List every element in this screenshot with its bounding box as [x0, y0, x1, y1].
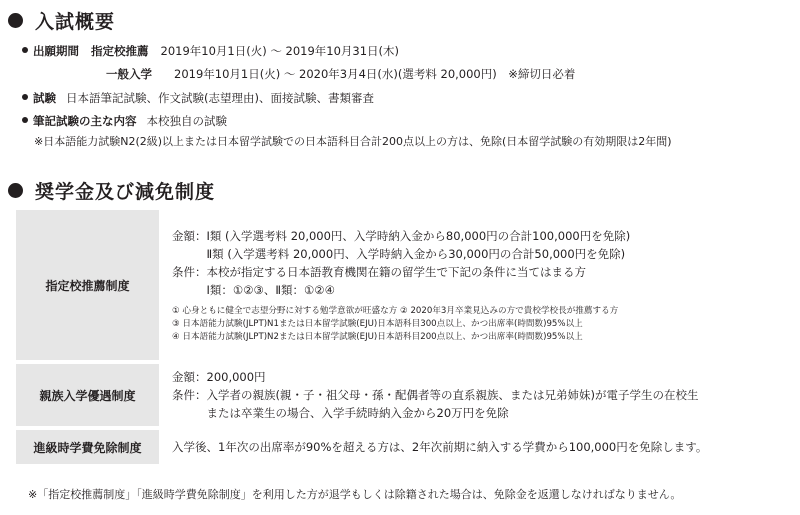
condition-note: ① 心身ともに健全で志望分野に対する勉学意欲が旺盛な方 ② 2020年3月卒業見込みの方で貴校学校長が推薦する方	[172, 305, 619, 316]
period-rec-value: 2019年10月1日(火) 〜 2019年10月31日(木)	[160, 44, 400, 58]
row-label: 指定校推薦制度	[16, 210, 159, 360]
application-period-gen	[106, 66, 575, 82]
row-content	[159, 210, 787, 360]
bullet-circle-icon	[8, 183, 23, 198]
section-heading-exam-overview	[8, 7, 115, 34]
written-exam-line	[22, 113, 227, 129]
exam-line	[22, 90, 374, 106]
period-gen-value: 2019年10月1日(火) 〜 2020年3月4日(水)(選考料 20,000円) ※締切日必着	[174, 67, 576, 81]
written-label: 筆記試験の主な内容	[33, 114, 137, 128]
table-row	[16, 210, 787, 360]
period-rec-label: 指定校推薦	[91, 44, 149, 58]
content-line: 条件：本校が指定する日本語教育機関在籍の留学生で下記の条件に当てはまる方	[172, 264, 586, 279]
exam-label: 試験	[33, 91, 56, 105]
content-line: Ⅰ類：①②③、Ⅱ類：①②④	[172, 282, 335, 297]
period-label: 出願期間	[33, 44, 79, 58]
application-period-rec	[22, 43, 399, 59]
written-value: 本校独自の試験	[146, 114, 227, 128]
row-label: 進級時学費免除制度	[16, 430, 159, 464]
scholarship-table	[16, 206, 787, 468]
condition-note: ④ 日本語能力試験(JLPT)N2または日本留学試験(EJU)日本語科目200点以上、かつ出席率(時間数)95%以上	[172, 331, 583, 342]
section-heading-scholarship	[8, 177, 215, 204]
bullet-circle-icon	[8, 13, 23, 28]
section-title: 奨学金及び減免制度	[35, 181, 216, 203]
row-label: 親族入学優遇制度	[16, 364, 159, 426]
table-row	[16, 430, 787, 464]
content-line: または卒業生の場合、入学手続時納入金から20万円を免除	[172, 406, 509, 420]
bullet-dot-icon	[22, 47, 28, 53]
row-content	[159, 364, 787, 426]
exemption-note: ※日本語能力試験N2(2級)以上または日本留学試験での日本語科目合計200点以上の方は、免除(日本留学試験の有効期限は2年間)	[34, 135, 672, 148]
period-gen-label: 一般入学	[106, 67, 152, 81]
row-content	[159, 430, 787, 464]
section-title: 入試概要	[35, 11, 116, 33]
condition-note: ③ 日本語能力試験(JLPT)N1または日本留学試験(EJU)日本語科目300点以上、かつ出席率(時間数)95%以上	[172, 318, 583, 329]
content-line: 入学後、1年次の出席率が90%を超える方は、2年次前期に納入する学費から100,000円を免除します。	[172, 440, 708, 454]
content-line: 条件：入学者の親族(親・子・祖父母・孫・配偶者等の直系親族、または兄弟姉妹)が電子学生の在校生	[172, 388, 699, 402]
table-row	[16, 364, 787, 426]
content-line: Ⅱ類 (入学選考料 20,000円、入学時納入金から30,000円の合計50,000円を免除)	[172, 246, 626, 261]
bullet-dot-icon	[22, 94, 28, 100]
scholarship-footnote: ※「指定校推薦制度」「進級時学費免除制度」を利用した方が退学もしくは除籍された場合は、免除金を返還しなければなりません。	[28, 488, 682, 501]
bullet-dot-icon	[22, 117, 28, 123]
exam-value: 日本語筆記試験、作文試験(志望理由)、面接試験、書類審査	[66, 91, 374, 105]
content-line: 金額：Ⅰ類 (入学選考料 20,000円、入学時納入金から80,000円の合計100,000円を免除)	[172, 228, 631, 243]
content-line: 金額：200,000円	[172, 370, 266, 384]
